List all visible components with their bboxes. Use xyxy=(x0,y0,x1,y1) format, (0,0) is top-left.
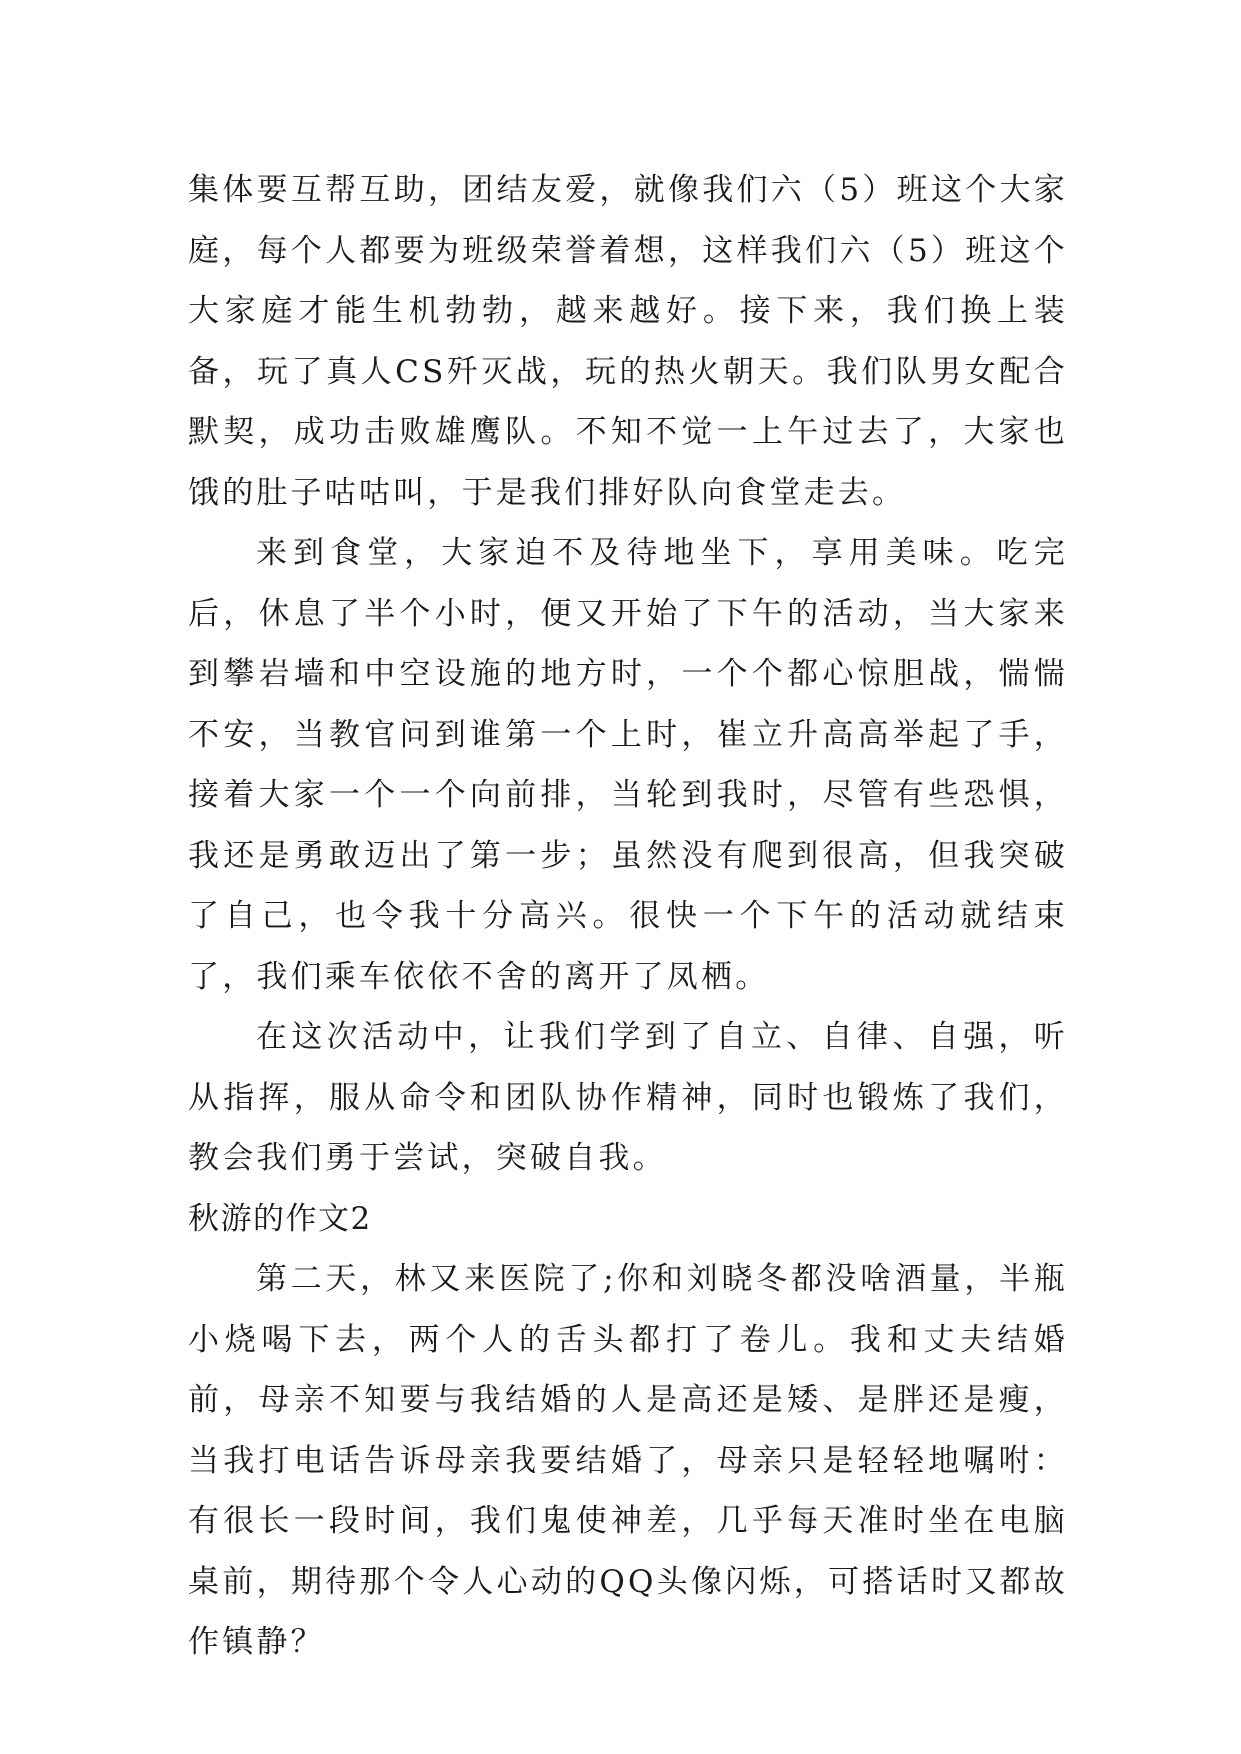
section-title: 秋游的作文2 xyxy=(188,1200,372,1237)
paragraph-continued: 集体要互帮互助，团结友爱，就像我们六（5）班这个大家庭，每个人都要为班级荣誉着想，这样我们六（5）班这个大家庭才能生机勃勃，越来越好。接下来，我们换上装备，玩了真人CS歼灭战，玩的热火朝天。我们队男女配合默契，成功击败雄鹰队。不知不觉一上午过去了，大家也饿的肚子咕咕叫，于是我们排好队向食堂走去。 xyxy=(188,172,1068,511)
document-body xyxy=(188,160,1068,1673)
paragraph-essay-2: 第二天，林又来医院了;你和刘晓冬都没啥酒量，半瓶小烧喝下去，两个人的舌头都打了卷儿。我和丈夫结婚前，母亲不知要与我结婚的人是高还是矮、是胖还是瘦，当我打电话告诉母亲我要结婚了，母亲只是轻轻地嘱咐：有很长一段时间，我们鬼使神差，几乎每天准时坐在电脑桌前，期待那个令人心动的QQ头像闪烁，可搭话时又都故作镇静？ xyxy=(188,1261,1068,1660)
paragraph-conclusion: 在这次活动中，让我们学到了自立、自律、自强，听从指挥，服从命令和团队协作精神，同时也锻炼了我们，教会我们勇于尝试，突破自我。 xyxy=(188,1019,1068,1176)
paragraph-cafeteria: 来到食堂，大家迫不及待地坐下，享用美味。吃完后，休息了半个小时，便又开始了下午的活动，当大家来到攀岩墙和中空设施的地方时，一个个都心惊胆战，惴惴不安，当教官问到谁第一个上时，崔立升高高举起了手，接着大家一个一个向前排，当轮到我时，尽管有些恐惧，我还是勇敢迈出了第一步；虽然没有爬到很高，但我突破了自己，也令我十分高兴。很快一个下午的活动就结束了，我们乘车依依不舍的离开了凤栖。 xyxy=(188,535,1068,995)
